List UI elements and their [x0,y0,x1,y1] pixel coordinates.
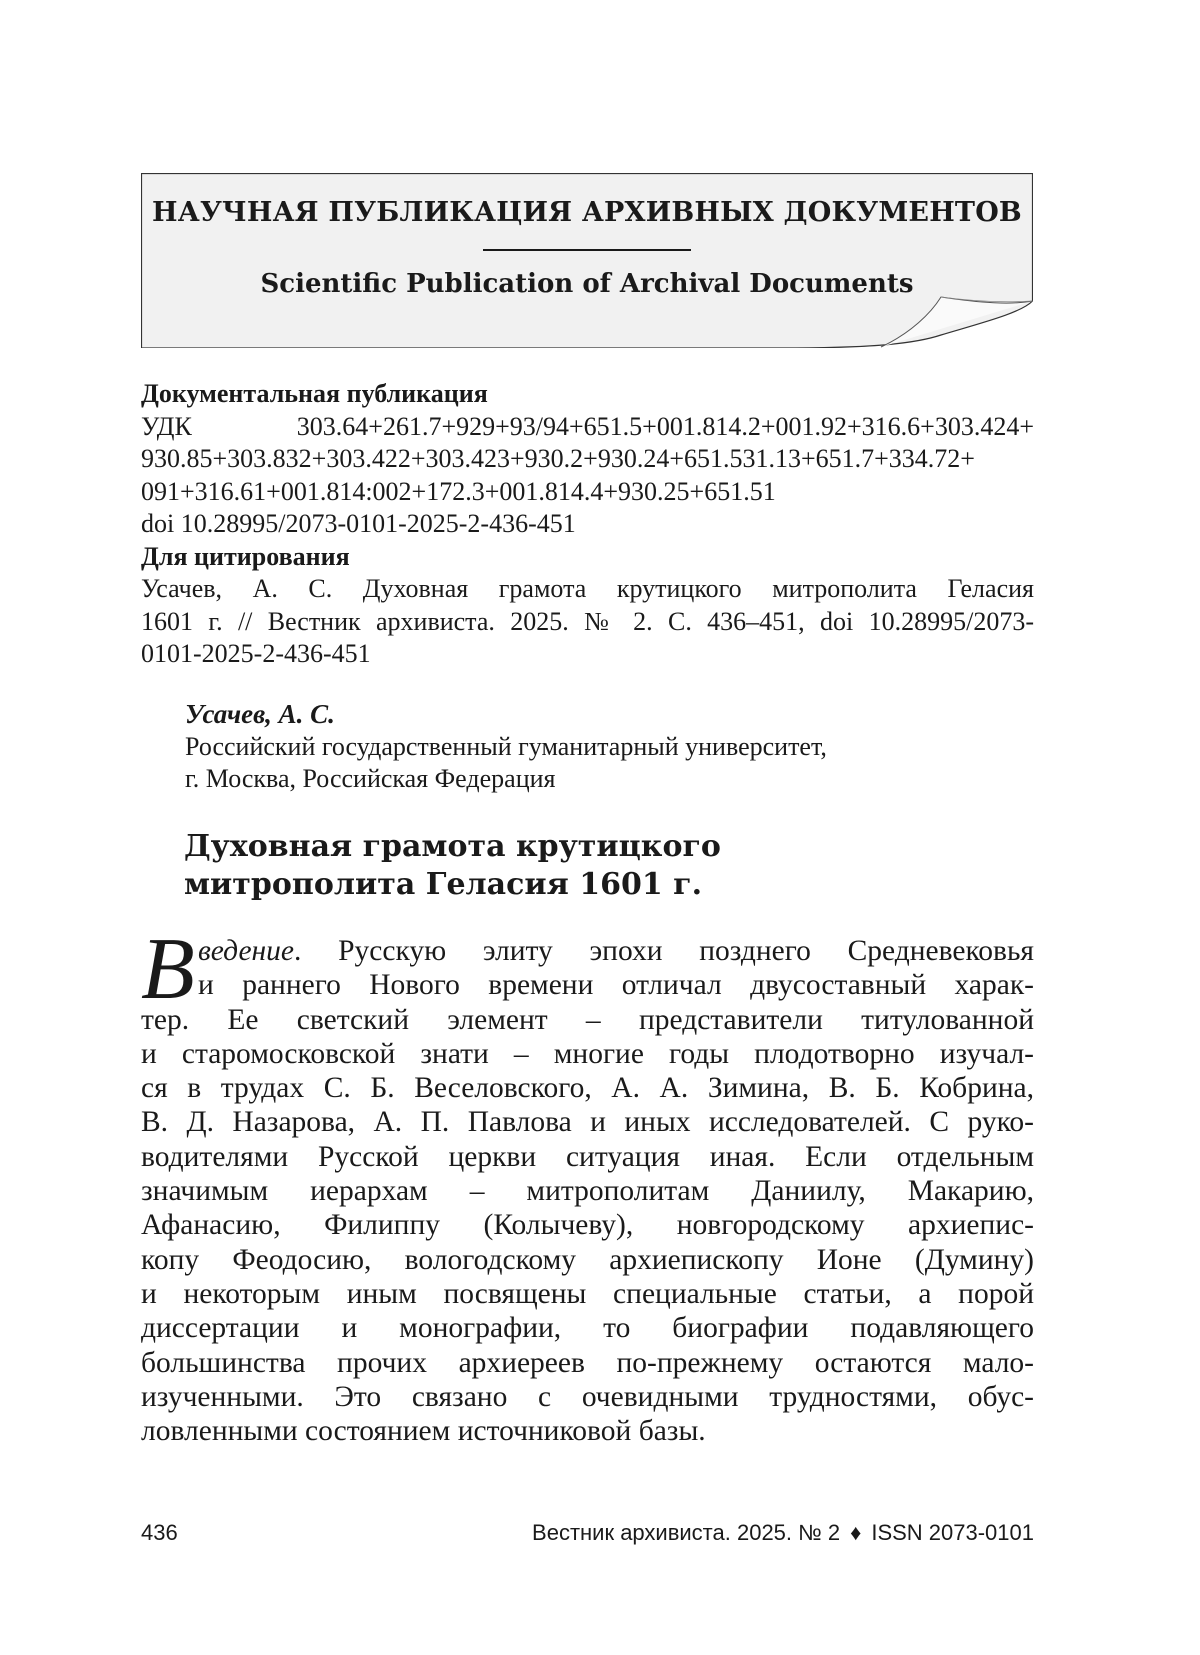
section-label: Документальная публикация [141,379,488,408]
citation-line: Усачев, А. С. Духовная грамота крутицкого митрополита Геласия [141,574,1034,603]
udk-line: 091+316.61+001.814:002+172.3+001.814.4+930.25+651.51 [141,476,776,506]
page-number: 436 [141,1520,178,1545]
body-line: Афанасию, Филиппу (Колычеву), новгородскому архиепис- [141,1209,1034,1242]
body-line: копу Феодосию, вологодскому архиепископу Ионе (Думину) [141,1243,1034,1276]
journal-name: Вестник архивиста. 2025. № 2 [532,1520,841,1545]
publication-meta [141,378,1034,671]
section-title-en: Scientific Publication of Archival Documents [260,269,914,299]
article-body [141,934,1034,1448]
body-line: ловленными состоянием источниковой базы. [141,1415,706,1448]
author-affiliation: Российский государственный гуманитарный университет, [185,731,827,761]
body-line: и старомосковской знати – многие годы плодотворно изучал- [141,1037,1034,1070]
running-footer [532,1520,1034,1546]
body-line [141,934,1034,968]
udk-line: УДК 303.64+261.7+929+93/94+651.5+001.814.2+001.92+316.6+303.424+ [141,411,1034,441]
udk-line: 930.85+303.832+303.422+303.423+930.2+930.24+651.531.13+651.7+334.72+ [141,444,975,473]
section-title-ru: НАУЧНАЯ ПУБЛИКАЦИЯ АРХИВНЫХ ДОКУМЕНТОВ [152,197,1022,228]
doi: doi 10.28995/2073-0101-2025-2-436-451 [141,509,576,538]
article-title-line: митрополита Геласия 1601 г. [184,867,703,902]
body-line-text: . Русскую элиту эпохи позднего Средневековья [294,935,1034,967]
section-header-box [141,173,1033,348]
body-line: ся в трудах С. Б. Веселовского, А. А. Зимина, В. Б. Кобрина, [141,1072,1034,1105]
author-name: Усачев, А. С. [185,699,335,729]
citation-line: 0101-2025-2-436-451 [141,639,371,668]
intro-word: ведение [198,935,295,967]
diamond-icon: ♦ [850,1520,862,1545]
body-line: и раннего Нового времени отличал двусоставный харак- [198,969,1034,1002]
article-title-line: Духовная грамота крутицкого [184,829,721,864]
body-line: тер. Ее светский элемент – представители титулованной [141,1003,1034,1036]
citation-label: Для цитирования [141,541,350,571]
body-line: В. Д. Назарова, А. П. Павлова и иных исследователей. С руко- [141,1106,1034,1139]
issn: ISSN 2073-0101 [871,1520,1034,1545]
body-line: и некоторым иным посвящены специальные статьи, а порой [141,1277,1034,1310]
body-line: изученными. Это связано с очевидными трудностями, обус- [141,1380,1034,1413]
drop-cap: В [141,921,195,1018]
body-line: большинства прочих архиереев по-прежнему остаются мало- [141,1346,1034,1379]
body-line: значимым иерархам – митрополитам Даниилу, Макарию, [141,1175,1034,1208]
author-location: г. Москва, Российская Федерация [185,764,556,793]
body-line: водителями Русской церкви ситуация иная. Если отдельным [141,1140,1034,1173]
header-divider [483,249,691,251]
citation-line: 1601 г. // Вестник архивиста. 2025. № 2. С. 436–451, doi 10.28995/2073- [141,606,1034,636]
body-line: диссертации и монографии, то биографии подавляющего [141,1312,1034,1345]
author-block [185,698,1035,796]
article-title [184,828,1034,904]
